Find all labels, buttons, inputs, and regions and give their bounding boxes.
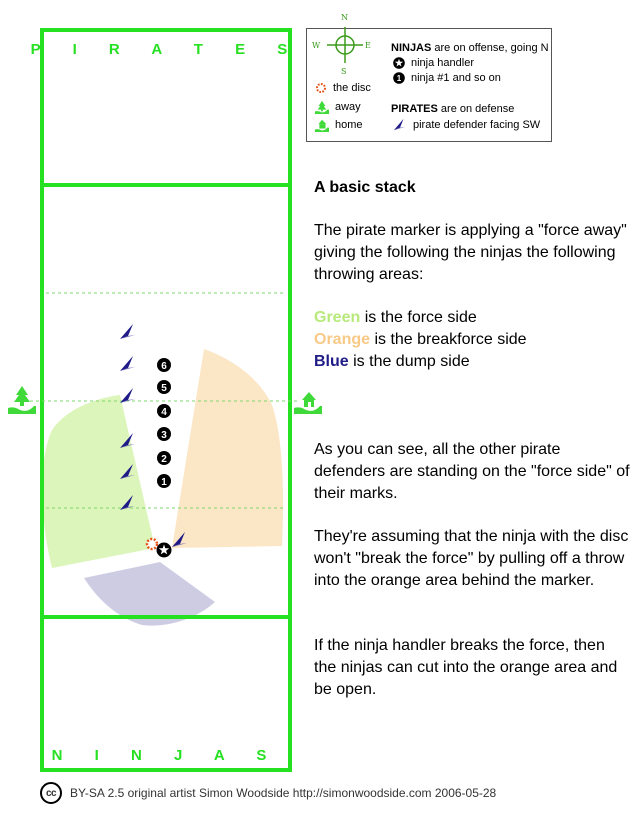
ninja-1 [157,474,171,488]
blue-rest: is the dump side [348,353,470,370]
description-para4 [314,635,630,701]
green-rest: is the force side [360,309,477,326]
compass-south: S [341,67,347,76]
svg-text:5: 5 [161,383,167,394]
away-icon [315,100,329,114]
compass-north: N [341,13,348,22]
ninja-number-icon [393,72,405,84]
compass-icon [323,17,367,67]
legend-pirates-heading [391,103,514,115]
legend-disc-label: the disc [333,82,371,94]
legend-pirate-row [393,118,540,132]
credit-line [40,782,496,804]
home-icon [315,118,329,132]
area-orange [314,329,630,351]
legend-disc-row [315,82,371,94]
svg-text:6: 6 [161,361,167,372]
legend-ninja-row [393,72,501,84]
orange-word: Orange [314,331,371,348]
svg-text:1: 1 [396,74,402,83]
svg-text:1: 1 [161,477,167,488]
description-areas [314,307,630,373]
legend-handler-label: ninja handler [411,57,474,69]
ninja-3 [157,427,171,441]
bottom-endzone-label: N I N J A S [51,747,281,764]
disc-icon [315,82,327,94]
ninja-handler-icon [393,57,405,69]
force-side-area [42,395,155,568]
top-endzone-label: P I R A T E S [30,41,302,58]
orange-rest: is the breakforce side [370,331,527,348]
pirates-rest: are on defense [437,103,515,115]
para-force-away: The pirate marker is applying a "force away" giving the following the ninjas the following throwing areas: [314,222,627,283]
pirates-bold: PIRATES [391,103,438,115]
pirate-defender-icon [393,118,407,132]
description-para1 [314,220,630,286]
compass-east: E [365,41,371,50]
cc-license-icon: cc [40,782,62,804]
svg-text:4: 4 [161,407,167,418]
description-title [314,177,630,199]
compass-west: W [312,41,321,50]
away-icon [8,386,36,414]
disc-icon [147,539,157,549]
para-defenders: As you can see, all the other pirate defenders are standing on the "force side" of their marks. [314,441,630,502]
ninja-handler [157,543,172,558]
description-para3 [314,526,630,592]
pirate-defender-5 [120,356,135,371]
legend-ninjas-heading [391,42,549,54]
area-green [314,307,630,329]
legend-away-row [315,100,361,114]
legend-ninja-label: ninja #1 and so on [411,72,501,84]
legend-home-row [315,118,363,132]
page-title: A basic stack [314,179,416,196]
blue-word: Blue [314,353,349,370]
para-assumption: They're assuming that the ninja with the disc won't "break the force" by pulling off a throw into the orange area behind the marker. [314,528,629,589]
ninja-4 [157,404,171,418]
legend [306,13,552,142]
legend-away-label: away [335,101,361,113]
legend-pirate-label: pirate defender facing SW [413,119,541,131]
svg-text:2: 2 [161,454,167,465]
pirate-defender-6 [120,324,135,339]
svg-text:3: 3 [161,430,167,441]
ninjas-rest: are on offense, going N [431,42,549,54]
ninja-6 [157,358,171,372]
description-para2 [314,439,630,505]
ninja-2 [157,451,171,465]
green-word: Green [314,309,361,326]
home-icon [294,392,322,414]
ninjas-bold: NINJAS [391,42,432,54]
ninja-5 [157,380,171,394]
legend-handler-row [393,57,474,69]
credit-text: BY-SA 2.5 original artist Simon Woodside http://simonwoodside.com 2006-05-28 [70,786,497,800]
para-break-force: If the ninja handler breaks the force, then the ninjas can cut into the orange area and be open. [314,637,618,698]
area-blue [314,351,630,373]
legend-home-label: home [335,119,363,131]
breakforce-side-area [172,349,283,548]
